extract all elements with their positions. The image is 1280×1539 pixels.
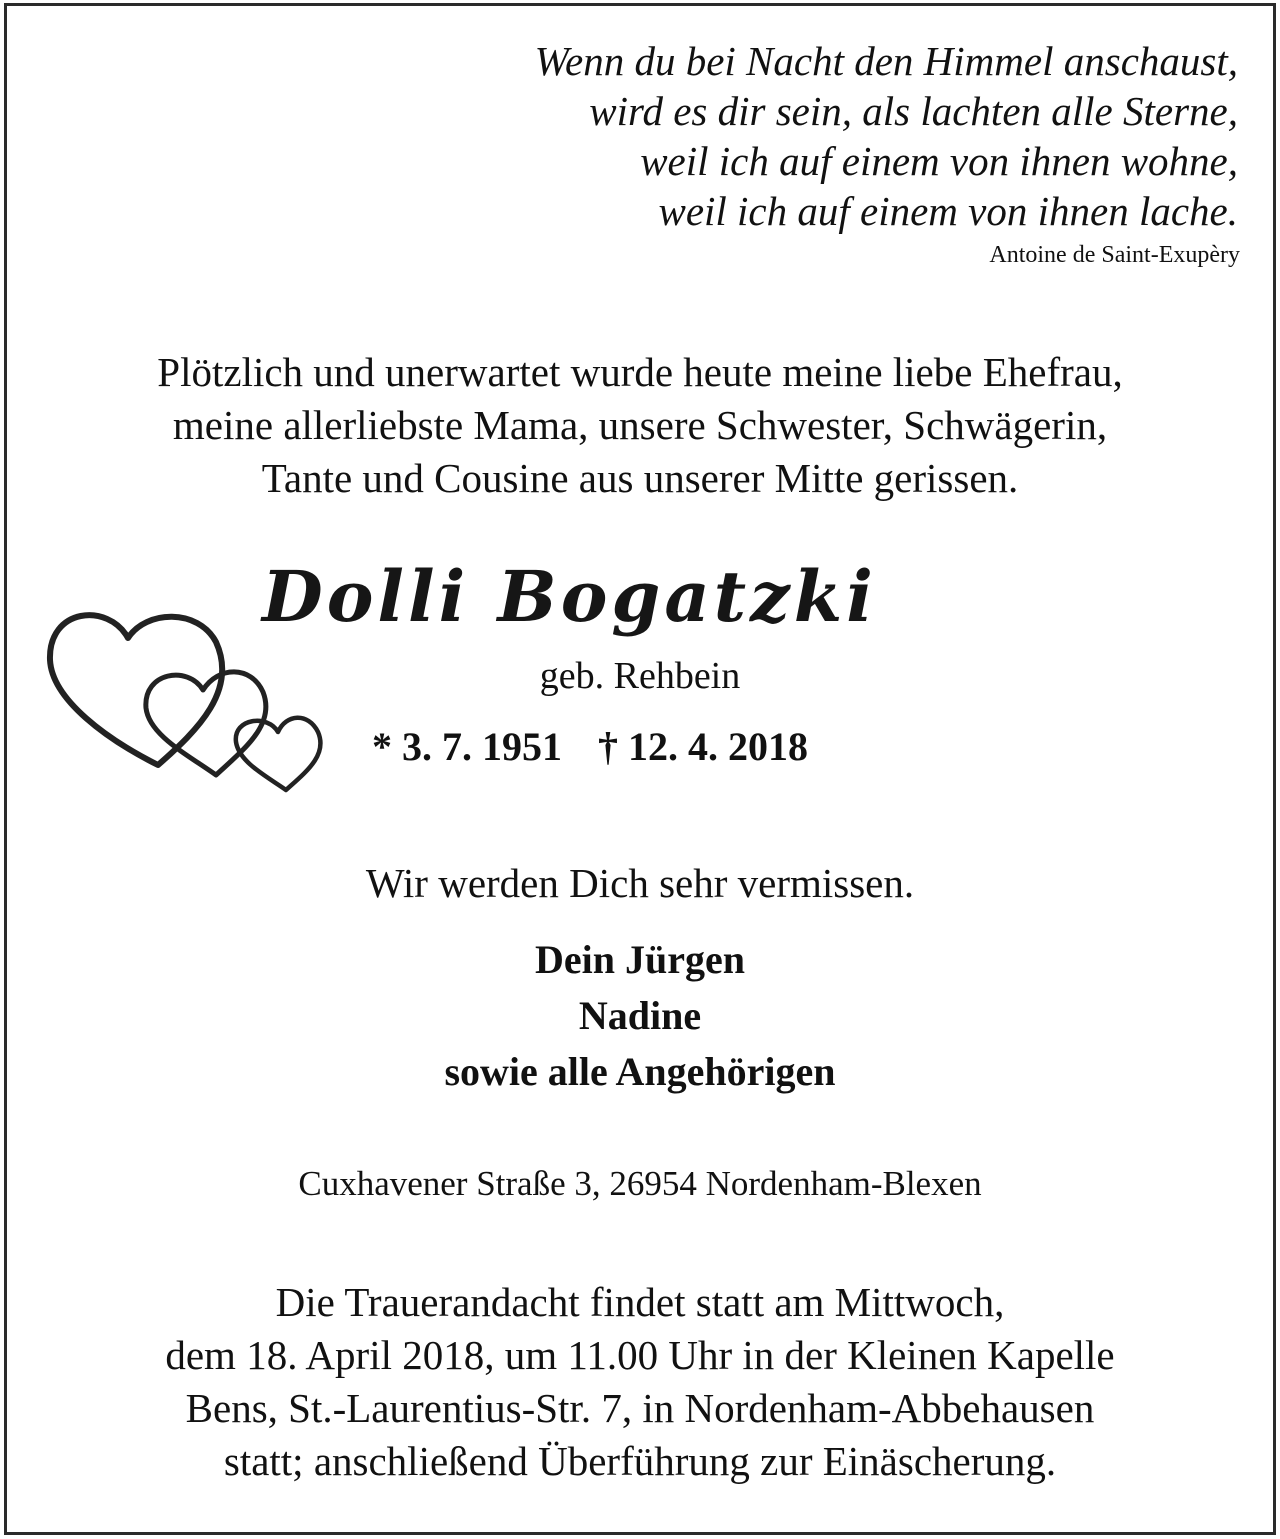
mourner-line: sowie alle Angehörigen [444,1049,836,1094]
service-line: statt; anschließend Überführung zur Einäscherung. [223,1438,1057,1484]
quote-line: Wenn du bei Nacht den Himmel anschaust, [534,38,1238,84]
service-line: dem 18. April 2018, um 11.00 Uhr in der Kleinen Kapelle [165,1332,1115,1378]
life-dates [372,721,808,773]
quote-line: wird es dir sein, als lachten alle Sterne, [589,88,1238,134]
farewell-text: Wir werden Dich sehr vermissen. [365,860,915,906]
intro-line: Plötzlich und unerwartet wurde heute meine liebe Ehefrau, [157,349,1123,395]
mourner-line: Nadine [578,993,702,1038]
mourners [0,932,1280,1100]
deceased-name: Dolli Bogatzki [262,555,877,638]
intro-text [0,346,1280,505]
mourner-line: Dein Jürgen [535,937,745,982]
intro-line: Tante und Cousine aus unserer Mitte gerissen. [261,455,1019,501]
service-line: Bens, St.-Laurentius-Str. 7, in Nordenham-Abbehausen [185,1385,1095,1431]
intro-line: meine allerliebste Mama, unsere Schwester, Schwägerin, [172,402,1108,448]
address: Cuxhavener Straße 3, 26954 Nordenham-Blexen [298,1164,982,1203]
service-line: Die Trauerandacht findet statt am Mittwoch, [275,1279,1005,1325]
quote [238,36,1238,236]
quote-line: weil ich auf einem von ihnen wohne, [640,138,1238,184]
birth-name: geb. Rehbein [539,655,741,697]
quote-line: weil ich auf einem von ihnen lache. [658,188,1238,234]
death-date: † 12. 4. 2018 [598,724,808,769]
birth-date: * 3. 7. 1951 [372,724,562,769]
service-info [0,1276,1280,1488]
quote-author: Antoine de Saint-Exupèry [989,242,1240,268]
